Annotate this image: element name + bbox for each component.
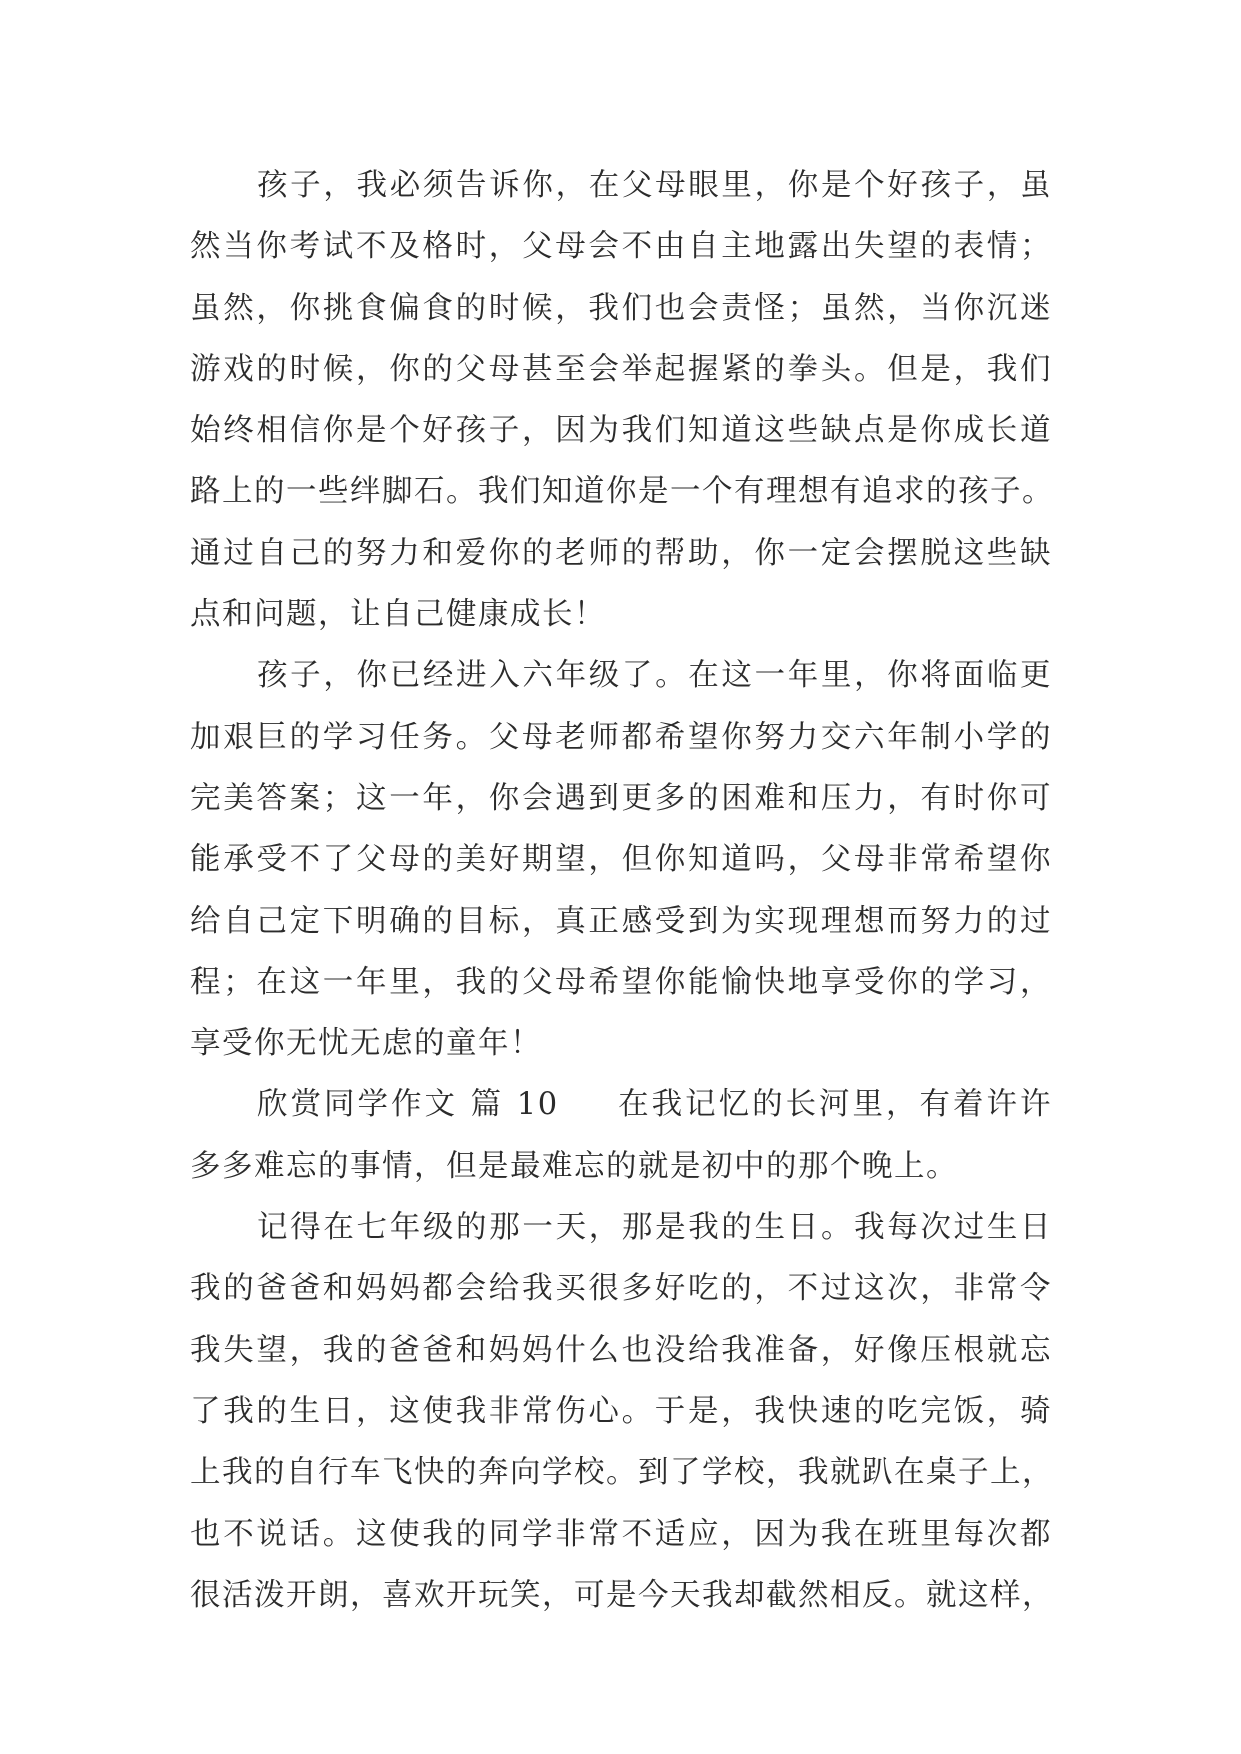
text-line: 路上的一些绊脚石。我们知道你是一个有理想有追求的孩子。 — [190, 474, 1054, 510]
text-line: 了我的生日，这使我非常伤心。于是，我快速的吃完饭，骑 — [190, 1393, 1052, 1429]
text-line: 虽然，你挑食偏食的时候，我们也会责怪；虽然，当你沉迷 — [190, 290, 1052, 326]
section-title: 欣赏同学作文 篇 10 — [257, 1087, 559, 1123]
text-line: 然当你考试不及格时，父母会不由自主地露出失望的表情； — [190, 229, 1052, 265]
paragraph-4 — [190, 1197, 1052, 1626]
text-line: 多多难忘的事情，但是最难忘的就是初中的那个晚上。 — [190, 1148, 958, 1184]
text-line: 通过自己的努力和爱你的老师的帮助，你一定会摆脱这些缺 — [190, 535, 1052, 571]
text-line: 也不说话。这使我的同学非常不适应，因为我在班里每次都 — [190, 1516, 1052, 1552]
text-line: 我的爸爸和妈妈都会给我买很多好吃的，不过这次，非常令 — [190, 1271, 1052, 1307]
text-line: 点和问题，让自己健康成长！ — [190, 597, 606, 633]
text-line: 能承受不了父母的美好期望，但你知道吗，父母非常希望你 — [190, 842, 1052, 878]
paragraph-2 — [190, 645, 1052, 1074]
text-line: 给自己定下明确的目标，真正感受到为实现理想而努力的过 — [190, 903, 1052, 939]
essay-body — [190, 155, 1052, 1626]
text-line: 享受你无忧无虑的童年！ — [190, 1026, 542, 1062]
text-line: 很活泼开朗，喜欢开玩笑，可是今天我却截然相反。就这样， — [190, 1577, 1054, 1613]
text-line: 始终相信你是个好孩子，因为我们知道这些缺点是你成长道 — [190, 413, 1052, 449]
text-line: 游戏的时候，你的父母甚至会举起握紧的拳头。但是，我们 — [190, 351, 1052, 387]
text-line: 完美答案；这一年，你会遇到更多的困难和压力，有时你可 — [190, 780, 1052, 816]
text-run: 在我记忆的长河里，有着许许 — [616, 1087, 1053, 1123]
text-line: 记得在七年级的那一天，那是我的生日。我每次过生日 — [257, 1210, 1052, 1246]
text-line: 孩子，你已经进入六年级了。在这一年里，你将面临更 — [257, 658, 1052, 694]
paragraph-3 — [190, 1074, 1052, 1197]
section-heading-line — [190, 1074, 1052, 1135]
paragraph-1 — [190, 155, 1052, 645]
text-line: 上我的自行车飞快的奔向学校。到了学校，我就趴在桌子上， — [190, 1455, 1054, 1491]
text-line: 孩子，我必须告诉你，在父母眼里，你是个好孩子，虽 — [257, 168, 1052, 203]
text-line: 程；在这一年里，我的父母希望你能愉快地享受你的学习， — [190, 964, 1052, 1000]
text-line: 我失望，我的爸爸和妈妈什么也没给我准备，好像压根就忘 — [190, 1332, 1052, 1368]
text-line: 加艰巨的学习任务。父母老师都希望你努力交六年制小学的 — [190, 719, 1052, 755]
